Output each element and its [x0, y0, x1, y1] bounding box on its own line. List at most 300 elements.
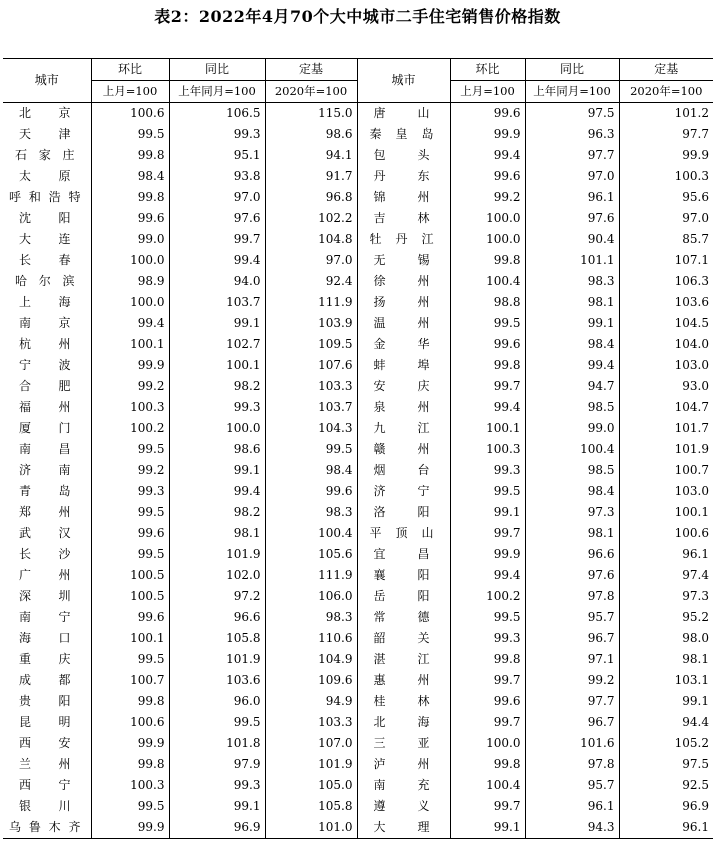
city-name: 三 亚 [357, 733, 450, 754]
yoy-value: 101.1 [525, 250, 619, 271]
yoy-value: 101.8 [169, 733, 265, 754]
yoy-value: 96.0 [169, 691, 265, 712]
fixed-base-value: 104.0 [619, 334, 713, 355]
city-name: 沈 阳 [19, 211, 71, 225]
yoy-value: 96.7 [525, 712, 619, 733]
fixed-base-right: 2020年=100 [619, 81, 713, 103]
city-name: 呼 和 浩 特 [9, 190, 81, 204]
yoy-value: 97.7 [525, 145, 619, 166]
table-row [3, 208, 713, 229]
yoy-value: 99.1 [525, 313, 619, 334]
city-name: 惠 州 [357, 670, 450, 691]
mom-value: 99.6 [450, 166, 525, 187]
city-name: 石 家 庄 [15, 148, 75, 162]
fixed-base-value: 106.0 [265, 586, 357, 607]
fixed-base-value: 104.5 [619, 313, 713, 334]
yoy-value: 93.8 [169, 166, 265, 187]
fixed-base-value: 100.1 [619, 502, 713, 523]
fixed-base-value: 97.7 [619, 124, 713, 145]
mom-value: 99.2 [91, 460, 169, 481]
fixed-base-value: 111.9 [265, 292, 357, 313]
fixed-base-value: 99.9 [619, 145, 713, 166]
city-name: 常 德 [357, 607, 450, 628]
yoy-value: 101.9 [169, 649, 265, 670]
fixed-base-value: 101.7 [619, 418, 713, 439]
yoy-value: 106.5 [169, 103, 265, 125]
yoy-value: 99.4 [525, 355, 619, 376]
mom-value: 100.3 [450, 439, 525, 460]
city-name: 丹 东 [357, 166, 450, 187]
city-name: 温 州 [357, 313, 450, 334]
city-name: 武 汉 [19, 526, 71, 540]
mom-value: 99.7 [450, 523, 525, 544]
mom-value: 100.6 [91, 712, 169, 733]
yoy-value: 99.7 [169, 229, 265, 250]
city-name: 南 京 [19, 316, 71, 330]
table-row [3, 817, 713, 839]
yoy-header-right: 同比 [525, 59, 619, 81]
fixed-base-value: 115.0 [265, 103, 357, 125]
mom-value: 99.8 [450, 355, 525, 376]
fixed-base-value: 101.2 [619, 103, 713, 125]
yoy-value: 97.8 [525, 754, 619, 775]
yoy-value: 96.1 [525, 796, 619, 817]
table-row [3, 544, 713, 565]
mom-value: 99.5 [91, 439, 169, 460]
page-title: 表2：2022年4月70个大中城市二手住宅销售价格指数 [154, 7, 561, 26]
fixed-base-value: 99.5 [265, 439, 357, 460]
mom-value: 99.5 [450, 607, 525, 628]
fixed-base-value: 111.9 [265, 565, 357, 586]
yoy-value: 97.6 [169, 208, 265, 229]
yoy-value: 99.4 [169, 481, 265, 502]
fixed-base-value: 98.3 [265, 607, 357, 628]
yoy-value: 101.9 [169, 544, 265, 565]
yoy-value: 97.9 [169, 754, 265, 775]
city-header-left: 城市 [3, 59, 91, 103]
mom-value: 100.0 [91, 292, 169, 313]
yoy-value: 96.6 [169, 607, 265, 628]
city-name: 杭 州 [19, 337, 71, 351]
city-name: 北 京 [19, 106, 71, 120]
fixed-base-value: 85.7 [619, 229, 713, 250]
yoy-value: 102.0 [169, 565, 265, 586]
yoy-value: 97.2 [169, 586, 265, 607]
fixed-base-value: 92.4 [265, 271, 357, 292]
yoy-value: 99.1 [169, 796, 265, 817]
fixed-base-value: 97.3 [619, 586, 713, 607]
table-row [3, 145, 713, 166]
fixed-base-value: 103.3 [265, 376, 357, 397]
yoy-value: 98.6 [169, 439, 265, 460]
mom-value: 99.8 [450, 754, 525, 775]
mom-value: 99.9 [450, 544, 525, 565]
fixed-base-value: 105.2 [619, 733, 713, 754]
yoy-value: 99.0 [525, 418, 619, 439]
city-name: 洛 阳 [357, 502, 450, 523]
fixed-base-value: 96.1 [619, 817, 713, 839]
yoy-base-left: 上年同月=100 [169, 81, 265, 103]
mom-value: 100.0 [450, 229, 525, 250]
table-row [3, 691, 713, 712]
fixed-base-value: 104.9 [265, 649, 357, 670]
mom-value: 99.6 [91, 607, 169, 628]
mom-value: 100.5 [91, 586, 169, 607]
city-name: 韶 关 [357, 628, 450, 649]
fixed-base-value: 94.9 [265, 691, 357, 712]
city-name: 厦 门 [19, 421, 71, 435]
mom-value: 100.1 [91, 628, 169, 649]
city-name: 锦 州 [357, 187, 450, 208]
table-row [3, 733, 713, 754]
table-row [3, 166, 713, 187]
fixed-base-value: 96.1 [619, 544, 713, 565]
mom-value: 99.5 [450, 481, 525, 502]
city-name: 桂 林 [357, 691, 450, 712]
yoy-base-right: 上年同月=100 [525, 81, 619, 103]
mom-value: 99.6 [450, 103, 525, 125]
yoy-value: 95.1 [169, 145, 265, 166]
city-name: 大 理 [357, 817, 450, 839]
fixed-base-value: 98.0 [619, 628, 713, 649]
yoy-value: 99.1 [169, 313, 265, 334]
city-name: 安 庆 [357, 376, 450, 397]
mom-value: 99.0 [91, 229, 169, 250]
city-name: 无 锡 [357, 250, 450, 271]
table-row [3, 376, 713, 397]
fixed-base-value: 107.1 [619, 250, 713, 271]
city-name: 银 川 [19, 799, 71, 813]
mom-value: 98.4 [91, 166, 169, 187]
city-name: 深 圳 [19, 589, 71, 603]
city-name: 大 连 [19, 232, 71, 246]
city-name: 南 宁 [19, 610, 71, 624]
table-row [3, 229, 713, 250]
fixed-base-value: 101.9 [265, 754, 357, 775]
table-row [3, 334, 713, 355]
fixed-base-value: 99.6 [265, 481, 357, 502]
mom-header-right: 环比 [450, 59, 525, 81]
city-name: 湛 江 [357, 649, 450, 670]
mom-value: 99.3 [450, 460, 525, 481]
city-name: 西 宁 [19, 778, 71, 792]
mom-value: 100.2 [450, 586, 525, 607]
city-name: 太 原 [19, 169, 71, 183]
city-name: 金 华 [357, 334, 450, 355]
mom-value: 99.5 [91, 649, 169, 670]
fixed-base-value: 98.4 [265, 460, 357, 481]
price-index-table [3, 58, 713, 839]
city-name: 宜 昌 [357, 544, 450, 565]
table-row [3, 796, 713, 817]
city-name: 南 昌 [19, 442, 71, 456]
table-row [3, 250, 713, 271]
mom-value: 99.9 [91, 817, 169, 839]
mom-value: 99.8 [91, 691, 169, 712]
fixed-base-value: 103.9 [265, 313, 357, 334]
fixed-base-value: 98.3 [265, 502, 357, 523]
city-name: 宁 波 [19, 358, 71, 372]
fixed-base-value: 97.0 [619, 208, 713, 229]
fixed-base-value: 109.6 [265, 670, 357, 691]
city-name: 长 沙 [19, 547, 71, 561]
yoy-value: 96.3 [525, 124, 619, 145]
yoy-value: 97.0 [525, 166, 619, 187]
yoy-value: 98.2 [169, 376, 265, 397]
table-row [3, 754, 713, 775]
yoy-value: 100.0 [169, 418, 265, 439]
fixed-base-value: 107.0 [265, 733, 357, 754]
fixed-base-value: 91.7 [265, 166, 357, 187]
mom-value: 99.1 [450, 817, 525, 839]
yoy-value: 98.1 [525, 523, 619, 544]
yoy-value: 97.6 [525, 208, 619, 229]
fixed-base-value: 92.5 [619, 775, 713, 796]
table-row [3, 586, 713, 607]
yoy-value: 96.6 [525, 544, 619, 565]
yoy-value: 98.4 [525, 481, 619, 502]
mom-value: 99.1 [450, 502, 525, 523]
city-name: 吉 林 [357, 208, 450, 229]
table-row [3, 397, 713, 418]
table-row [3, 649, 713, 670]
fixed-base-value: 95.2 [619, 607, 713, 628]
mom-value: 100.1 [91, 334, 169, 355]
mom-value: 99.5 [91, 502, 169, 523]
fixed-base-value: 96.9 [619, 796, 713, 817]
fixed-base-value: 94.4 [619, 712, 713, 733]
fixed-base-value: 95.6 [619, 187, 713, 208]
city-name: 昆 明 [19, 715, 71, 729]
fixed-base-value: 97.5 [619, 754, 713, 775]
city-name: 乌 鲁 木 齐 [3, 817, 91, 839]
city-name: 秦 皇 岛 [357, 124, 450, 145]
mom-value: 100.5 [91, 565, 169, 586]
yoy-value: 97.0 [169, 187, 265, 208]
mom-value: 99.9 [91, 733, 169, 754]
mom-value: 100.4 [450, 775, 525, 796]
fixed-base-value: 99.1 [619, 691, 713, 712]
fixed-base-value: 107.6 [265, 355, 357, 376]
city-name: 哈 尔 滨 [15, 274, 75, 288]
city-name: 扬 州 [357, 292, 450, 313]
fixed-base-value: 98.6 [265, 124, 357, 145]
mom-value: 99.4 [450, 397, 525, 418]
yoy-value: 98.2 [169, 502, 265, 523]
yoy-value: 101.6 [525, 733, 619, 754]
fixed-base-value: 109.5 [265, 334, 357, 355]
city-name: 济 南 [19, 463, 71, 477]
city-name: 烟 台 [357, 460, 450, 481]
city-name: 平 顶 山 [357, 523, 450, 544]
city-name: 北 海 [357, 712, 450, 733]
mom-value: 100.0 [91, 250, 169, 271]
table-row [3, 187, 713, 208]
city-name: 蚌 埠 [357, 355, 450, 376]
yoy-value: 99.3 [169, 397, 265, 418]
city-name: 济 宁 [357, 481, 450, 502]
table-row [3, 607, 713, 628]
table-row [3, 460, 713, 481]
table-row [3, 565, 713, 586]
yoy-value: 99.5 [169, 712, 265, 733]
city-name: 徐 州 [357, 271, 450, 292]
yoy-value: 96.1 [525, 187, 619, 208]
city-name: 长 春 [19, 253, 71, 267]
mom-value: 99.5 [91, 796, 169, 817]
yoy-value: 94.7 [525, 376, 619, 397]
yoy-value: 99.2 [525, 670, 619, 691]
table-row [3, 124, 713, 145]
yoy-value: 99.1 [169, 460, 265, 481]
fixed-base-value: 100.7 [619, 460, 713, 481]
yoy-value: 97.3 [525, 502, 619, 523]
fixed-base-value: 97.0 [265, 250, 357, 271]
mom-header-left: 环比 [91, 59, 169, 81]
city-name: 广 州 [19, 568, 71, 582]
mom-value: 100.2 [91, 418, 169, 439]
yoy-value: 97.1 [525, 649, 619, 670]
city-name: 贵 阳 [19, 694, 71, 708]
yoy-value: 97.6 [525, 565, 619, 586]
fixed-base-value: 106.3 [619, 271, 713, 292]
yoy-value: 97.8 [525, 586, 619, 607]
table-row [3, 103, 713, 125]
mom-value: 99.6 [450, 691, 525, 712]
yoy-value: 98.1 [169, 523, 265, 544]
mom-value: 99.4 [450, 145, 525, 166]
table-row [3, 292, 713, 313]
yoy-value: 100.4 [525, 439, 619, 460]
yoy-value: 94.0 [169, 271, 265, 292]
city-name: 南 充 [357, 775, 450, 796]
fixed-base-value: 96.8 [265, 187, 357, 208]
fixed-base-value: 105.6 [265, 544, 357, 565]
fixed-base-value: 97.4 [619, 565, 713, 586]
mom-value: 99.3 [91, 481, 169, 502]
yoy-value: 94.3 [525, 817, 619, 839]
mom-value: 99.3 [450, 628, 525, 649]
fixed-base-value: 103.3 [265, 712, 357, 733]
fixed-base-value: 104.3 [265, 418, 357, 439]
mom-value: 100.1 [450, 418, 525, 439]
city-name: 泸 州 [357, 754, 450, 775]
mom-value: 100.3 [91, 775, 169, 796]
yoy-value: 103.7 [169, 292, 265, 313]
yoy-value: 96.7 [525, 628, 619, 649]
mom-value: 100.0 [450, 208, 525, 229]
city-name: 包 头 [357, 145, 450, 166]
mom-value: 99.6 [91, 523, 169, 544]
mom-value: 99.8 [450, 250, 525, 271]
fixed-base-value: 104.8 [265, 229, 357, 250]
yoy-value: 95.7 [525, 607, 619, 628]
mom-value: 99.6 [91, 208, 169, 229]
fixed-base-left: 2020年=100 [265, 81, 357, 103]
city-name: 赣 州 [357, 439, 450, 460]
mom-value: 99.2 [91, 376, 169, 397]
yoy-value: 100.1 [169, 355, 265, 376]
fixed-base-value: 100.6 [619, 523, 713, 544]
fixed-base-value: 104.7 [619, 397, 713, 418]
yoy-value: 98.1 [525, 292, 619, 313]
city-name: 遵 义 [357, 796, 450, 817]
fixed-base-value: 103.7 [265, 397, 357, 418]
fixed-base-value: 103.0 [619, 355, 713, 376]
city-header-right: 城市 [357, 59, 450, 103]
fixed-base-value: 103.0 [619, 481, 713, 502]
fixed-base-value: 101.0 [265, 817, 357, 839]
yoy-value: 90.4 [525, 229, 619, 250]
table-row [3, 355, 713, 376]
fixed-base-value: 98.1 [619, 649, 713, 670]
table-row [3, 712, 713, 733]
fixed-base-value: 102.2 [265, 208, 357, 229]
fixed-base-value: 100.4 [265, 523, 357, 544]
fixed-base-value: 100.3 [619, 166, 713, 187]
yoy-value: 98.3 [525, 271, 619, 292]
city-name: 兰 州 [19, 757, 71, 771]
city-name: 牡 丹 江 [357, 229, 450, 250]
fixed-base-value: 103.6 [619, 292, 713, 313]
city-name: 青 岛 [19, 484, 71, 498]
mom-value: 100.6 [91, 103, 169, 125]
mom-value: 99.9 [91, 355, 169, 376]
table-row [3, 628, 713, 649]
city-name: 泉 州 [357, 397, 450, 418]
city-name: 福 州 [19, 400, 71, 414]
fixed-base-value: 94.1 [265, 145, 357, 166]
fixed-base-value: 103.1 [619, 670, 713, 691]
city-name: 成 都 [19, 673, 71, 687]
city-name: 襄 阳 [357, 565, 450, 586]
city-name: 西 安 [19, 736, 71, 750]
mom-value: 99.8 [91, 187, 169, 208]
fixed-base-value: 110.6 [265, 628, 357, 649]
mom-value: 99.9 [450, 124, 525, 145]
table-row [3, 439, 713, 460]
yoy-value: 105.8 [169, 628, 265, 649]
mom-value: 99.8 [91, 754, 169, 775]
city-name: 重 庆 [19, 652, 71, 666]
table-row [3, 670, 713, 691]
yoy-value: 98.5 [525, 397, 619, 418]
mom-value: 99.7 [450, 796, 525, 817]
yoy-value: 97.5 [525, 103, 619, 125]
mom-value: 99.5 [91, 544, 169, 565]
fixed-base-value: 101.9 [619, 439, 713, 460]
mom-value: 100.0 [450, 733, 525, 754]
fixed-base-value: 93.0 [619, 376, 713, 397]
yoy-value: 98.4 [525, 334, 619, 355]
mom-value: 98.9 [91, 271, 169, 292]
city-name: 合 肥 [19, 379, 71, 393]
mom-value: 99.8 [450, 649, 525, 670]
yoy-value: 102.7 [169, 334, 265, 355]
table-row [3, 502, 713, 523]
mom-value: 99.7 [450, 712, 525, 733]
mom-value: 99.4 [91, 313, 169, 334]
city-name: 岳 阳 [357, 586, 450, 607]
mom-value: 99.4 [450, 565, 525, 586]
yoy-value: 99.3 [169, 124, 265, 145]
fixed-header-right: 定基 [619, 59, 713, 81]
table-row [3, 271, 713, 292]
fixed-base-value: 105.0 [265, 775, 357, 796]
mom-base-right: 上月=100 [450, 81, 525, 103]
mom-value: 99.7 [450, 670, 525, 691]
city-name: 唐 山 [357, 103, 450, 125]
